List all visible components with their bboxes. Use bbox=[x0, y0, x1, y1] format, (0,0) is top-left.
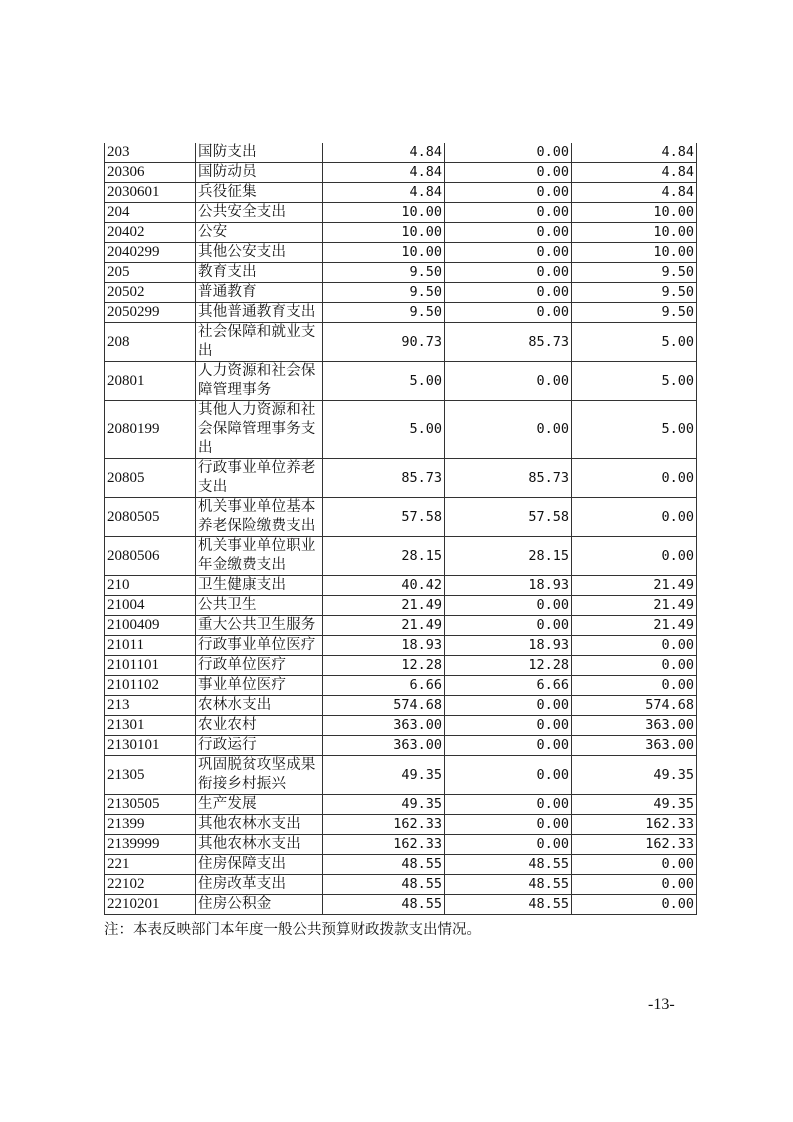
table-row bbox=[105, 362, 697, 401]
table-row bbox=[105, 243, 697, 263]
project-expenditure-cell: 49.35 bbox=[572, 756, 697, 795]
basic-expenditure-cell: 0.00 bbox=[445, 283, 572, 303]
total-amount-cell: 21.49 bbox=[323, 616, 445, 636]
basic-expenditure-cell: 0.00 bbox=[445, 223, 572, 243]
total-amount-cell: 5.00 bbox=[323, 362, 445, 401]
table-row bbox=[105, 795, 697, 815]
total-amount-cell: 18.93 bbox=[323, 636, 445, 656]
table-row bbox=[105, 835, 697, 855]
project-expenditure-cell: 0.00 bbox=[572, 636, 697, 656]
project-expenditure-cell: 4.84 bbox=[572, 143, 697, 163]
project-expenditure-cell: 21.49 bbox=[572, 596, 697, 616]
total-amount-cell: 9.50 bbox=[323, 263, 445, 283]
subject-code-cell: 2101102 bbox=[105, 676, 196, 696]
table-row bbox=[105, 459, 697, 498]
table-row bbox=[105, 401, 697, 459]
project-expenditure-cell: 162.33 bbox=[572, 835, 697, 855]
total-amount-cell: 48.55 bbox=[323, 895, 445, 915]
subject-name-cell: 住房保障支出 bbox=[196, 855, 323, 875]
basic-expenditure-cell: 28.15 bbox=[445, 537, 572, 576]
subject-name-cell: 行政单位医疗 bbox=[196, 656, 323, 676]
subject-name-cell: 其他普通教育支出 bbox=[196, 303, 323, 323]
table-row bbox=[105, 616, 697, 636]
table-row bbox=[105, 263, 697, 283]
subject-code-cell: 20306 bbox=[105, 163, 196, 183]
total-amount-cell: 21.49 bbox=[323, 596, 445, 616]
table-row bbox=[105, 323, 697, 362]
subject-code-cell: 2080199 bbox=[105, 401, 196, 459]
basic-expenditure-cell: 0.00 bbox=[445, 815, 572, 835]
project-expenditure-cell: 0.00 bbox=[572, 676, 697, 696]
total-amount-cell: 9.50 bbox=[323, 283, 445, 303]
subject-name-cell: 公共安全支出 bbox=[196, 203, 323, 223]
total-amount-cell: 28.15 bbox=[323, 537, 445, 576]
table-row bbox=[105, 895, 697, 915]
project-expenditure-cell: 10.00 bbox=[572, 243, 697, 263]
table-row bbox=[105, 576, 697, 596]
subject-name-cell: 行政事业单位养老支出 bbox=[196, 459, 323, 498]
subject-code-cell: 20502 bbox=[105, 283, 196, 303]
subject-code-cell: 21301 bbox=[105, 716, 196, 736]
total-amount-cell: 57.58 bbox=[323, 498, 445, 537]
basic-expenditure-cell: 48.55 bbox=[445, 875, 572, 895]
subject-code-cell: 22102 bbox=[105, 875, 196, 895]
project-expenditure-cell: 5.00 bbox=[572, 323, 697, 362]
basic-expenditure-cell: 0.00 bbox=[445, 401, 572, 459]
basic-expenditure-cell: 0.00 bbox=[445, 716, 572, 736]
basic-expenditure-cell: 0.00 bbox=[445, 835, 572, 855]
project-expenditure-cell: 0.00 bbox=[572, 459, 697, 498]
subject-name-cell: 住房公积金 bbox=[196, 895, 323, 915]
project-expenditure-cell: 5.00 bbox=[572, 362, 697, 401]
subject-code-cell: 2210201 bbox=[105, 895, 196, 915]
table-row bbox=[105, 875, 697, 895]
total-amount-cell: 49.35 bbox=[323, 756, 445, 795]
project-expenditure-cell: 0.00 bbox=[572, 656, 697, 676]
table-row bbox=[105, 855, 697, 875]
project-expenditure-cell: 0.00 bbox=[572, 875, 697, 895]
subject-code-cell: 203 bbox=[105, 143, 196, 163]
basic-expenditure-cell: 85.73 bbox=[445, 323, 572, 362]
subject-name-cell: 农林水支出 bbox=[196, 696, 323, 716]
subject-code-cell: 2130101 bbox=[105, 736, 196, 756]
table-row bbox=[105, 756, 697, 795]
total-amount-cell: 4.84 bbox=[323, 163, 445, 183]
subject-name-cell: 事业单位医疗 bbox=[196, 676, 323, 696]
subject-code-cell: 20402 bbox=[105, 223, 196, 243]
total-amount-cell: 12.28 bbox=[323, 656, 445, 676]
basic-expenditure-cell: 12.28 bbox=[445, 656, 572, 676]
project-expenditure-cell: 21.49 bbox=[572, 616, 697, 636]
basic-expenditure-cell: 57.58 bbox=[445, 498, 572, 537]
subject-name-cell: 普通教育 bbox=[196, 283, 323, 303]
table-note: 注：本表反映部门本年度一般公共预算财政拨款支出情况。 bbox=[104, 922, 481, 938]
subject-code-cell: 2080506 bbox=[105, 537, 196, 576]
basic-expenditure-cell: 0.00 bbox=[445, 696, 572, 716]
table-row bbox=[105, 736, 697, 756]
basic-expenditure-cell: 0.00 bbox=[445, 243, 572, 263]
project-expenditure-cell: 9.50 bbox=[572, 283, 697, 303]
subject-name-cell: 国防支出 bbox=[196, 143, 323, 163]
table-row bbox=[105, 716, 697, 736]
subject-name-cell: 农业农村 bbox=[196, 716, 323, 736]
table-row bbox=[105, 143, 697, 163]
project-expenditure-cell: 4.84 bbox=[572, 163, 697, 183]
subject-name-cell: 机关事业单位职业年金缴费支出 bbox=[196, 537, 323, 576]
table-row bbox=[105, 636, 697, 656]
subject-code-cell: 2101101 bbox=[105, 656, 196, 676]
subject-code-cell: 20801 bbox=[105, 362, 196, 401]
subject-name-cell: 行政事业单位医疗 bbox=[196, 636, 323, 656]
total-amount-cell: 4.84 bbox=[323, 183, 445, 203]
table-row bbox=[105, 183, 697, 203]
project-expenditure-cell: 0.00 bbox=[572, 498, 697, 537]
project-expenditure-cell: 0.00 bbox=[572, 895, 697, 915]
project-expenditure-cell: 162.33 bbox=[572, 815, 697, 835]
subject-name-cell: 公共卫生 bbox=[196, 596, 323, 616]
project-expenditure-cell: 10.00 bbox=[572, 223, 697, 243]
table-row bbox=[105, 596, 697, 616]
table-row bbox=[105, 676, 697, 696]
subject-name-cell: 国防动员 bbox=[196, 163, 323, 183]
total-amount-cell: 5.00 bbox=[323, 401, 445, 459]
project-expenditure-cell: 0.00 bbox=[572, 855, 697, 875]
total-amount-cell: 4.84 bbox=[323, 143, 445, 163]
subject-code-cell: 2030601 bbox=[105, 183, 196, 203]
basic-expenditure-cell: 18.93 bbox=[445, 576, 572, 596]
subject-name-cell: 卫生健康支出 bbox=[196, 576, 323, 596]
total-amount-cell: 162.33 bbox=[323, 835, 445, 855]
basic-expenditure-cell: 0.00 bbox=[445, 756, 572, 795]
project-expenditure-cell: 5.00 bbox=[572, 401, 697, 459]
subject-name-cell: 巩固脱贫攻坚成果衔接乡村振兴 bbox=[196, 756, 323, 795]
basic-expenditure-cell: 0.00 bbox=[445, 263, 572, 283]
basic-expenditure-cell: 0.00 bbox=[445, 163, 572, 183]
subject-code-cell: 2080505 bbox=[105, 498, 196, 537]
total-amount-cell: 363.00 bbox=[323, 736, 445, 756]
basic-expenditure-cell: 0.00 bbox=[445, 183, 572, 203]
basic-expenditure-cell: 0.00 bbox=[445, 795, 572, 815]
total-amount-cell: 48.55 bbox=[323, 875, 445, 895]
subject-name-cell: 行政运行 bbox=[196, 736, 323, 756]
subject-code-cell: 20805 bbox=[105, 459, 196, 498]
basic-expenditure-cell: 48.55 bbox=[445, 855, 572, 875]
table-row bbox=[105, 303, 697, 323]
project-expenditure-cell: 363.00 bbox=[572, 736, 697, 756]
basic-expenditure-cell: 0.00 bbox=[445, 143, 572, 163]
table-row bbox=[105, 537, 697, 576]
subject-name-cell: 生产发展 bbox=[196, 795, 323, 815]
table-row bbox=[105, 498, 697, 537]
subject-code-cell: 2139999 bbox=[105, 835, 196, 855]
subject-name-cell: 机关事业单位基本养老保险缴费支出 bbox=[196, 498, 323, 537]
subject-code-cell: 205 bbox=[105, 263, 196, 283]
table-row bbox=[105, 203, 697, 223]
subject-name-cell: 住房改革支出 bbox=[196, 875, 323, 895]
subject-name-cell: 人力资源和社会保障管理事务 bbox=[196, 362, 323, 401]
table-row bbox=[105, 815, 697, 835]
subject-code-cell: 21399 bbox=[105, 815, 196, 835]
total-amount-cell: 9.50 bbox=[323, 303, 445, 323]
table-row bbox=[105, 696, 697, 716]
project-expenditure-cell: 574.68 bbox=[572, 696, 697, 716]
subject-code-cell: 2050299 bbox=[105, 303, 196, 323]
subject-name-cell: 其他人力资源和社会保障管理事务支出 bbox=[196, 401, 323, 459]
subject-code-cell: 21011 bbox=[105, 636, 196, 656]
basic-expenditure-cell: 0.00 bbox=[445, 596, 572, 616]
subject-name-cell: 重大公共卫生服务 bbox=[196, 616, 323, 636]
subject-code-cell: 2040299 bbox=[105, 243, 196, 263]
budget-expenditure-table bbox=[104, 143, 697, 915]
subject-name-cell: 教育支出 bbox=[196, 263, 323, 283]
project-expenditure-cell: 363.00 bbox=[572, 716, 697, 736]
total-amount-cell: 10.00 bbox=[323, 203, 445, 223]
subject-code-cell: 221 bbox=[105, 855, 196, 875]
subject-code-cell: 213 bbox=[105, 696, 196, 716]
subject-name-cell: 社会保障和就业支出 bbox=[196, 323, 323, 362]
basic-expenditure-cell: 85.73 bbox=[445, 459, 572, 498]
total-amount-cell: 49.35 bbox=[323, 795, 445, 815]
project-expenditure-cell: 0.00 bbox=[572, 537, 697, 576]
basic-expenditure-cell: 0.00 bbox=[445, 362, 572, 401]
subject-code-cell: 210 bbox=[105, 576, 196, 596]
subject-name-cell: 公安 bbox=[196, 223, 323, 243]
basic-expenditure-cell: 48.55 bbox=[445, 895, 572, 915]
project-expenditure-cell: 10.00 bbox=[572, 203, 697, 223]
table-row bbox=[105, 656, 697, 676]
basic-expenditure-cell: 0.00 bbox=[445, 203, 572, 223]
total-amount-cell: 6.66 bbox=[323, 676, 445, 696]
total-amount-cell: 10.00 bbox=[323, 243, 445, 263]
subject-code-cell: 21004 bbox=[105, 596, 196, 616]
subject-code-cell: 2130505 bbox=[105, 795, 196, 815]
basic-expenditure-cell: 0.00 bbox=[445, 736, 572, 756]
page-number: -13- bbox=[648, 996, 675, 1013]
subject-code-cell: 204 bbox=[105, 203, 196, 223]
basic-expenditure-cell: 0.00 bbox=[445, 616, 572, 636]
subject-code-cell: 208 bbox=[105, 323, 196, 362]
subject-code-cell: 21305 bbox=[105, 756, 196, 795]
table-row bbox=[105, 283, 697, 303]
subject-name-cell: 其他农林水支出 bbox=[196, 835, 323, 855]
subject-name-cell: 其他农林水支出 bbox=[196, 815, 323, 835]
table-body bbox=[105, 143, 697, 915]
total-amount-cell: 48.55 bbox=[323, 855, 445, 875]
total-amount-cell: 10.00 bbox=[323, 223, 445, 243]
subject-code-cell: 2100409 bbox=[105, 616, 196, 636]
total-amount-cell: 40.42 bbox=[323, 576, 445, 596]
total-amount-cell: 162.33 bbox=[323, 815, 445, 835]
basic-expenditure-cell: 6.66 bbox=[445, 676, 572, 696]
subject-name-cell: 其他公安支出 bbox=[196, 243, 323, 263]
project-expenditure-cell: 9.50 bbox=[572, 303, 697, 323]
basic-expenditure-cell: 0.00 bbox=[445, 303, 572, 323]
project-expenditure-cell: 9.50 bbox=[572, 263, 697, 283]
total-amount-cell: 363.00 bbox=[323, 716, 445, 736]
total-amount-cell: 85.73 bbox=[323, 459, 445, 498]
project-expenditure-cell: 49.35 bbox=[572, 795, 697, 815]
table-row bbox=[105, 163, 697, 183]
total-amount-cell: 90.73 bbox=[323, 323, 445, 362]
total-amount-cell: 574.68 bbox=[323, 696, 445, 716]
subject-name-cell: 兵役征集 bbox=[196, 183, 323, 203]
project-expenditure-cell: 4.84 bbox=[572, 183, 697, 203]
table-row bbox=[105, 223, 697, 243]
basic-expenditure-cell: 18.93 bbox=[445, 636, 572, 656]
project-expenditure-cell: 21.49 bbox=[572, 576, 697, 596]
